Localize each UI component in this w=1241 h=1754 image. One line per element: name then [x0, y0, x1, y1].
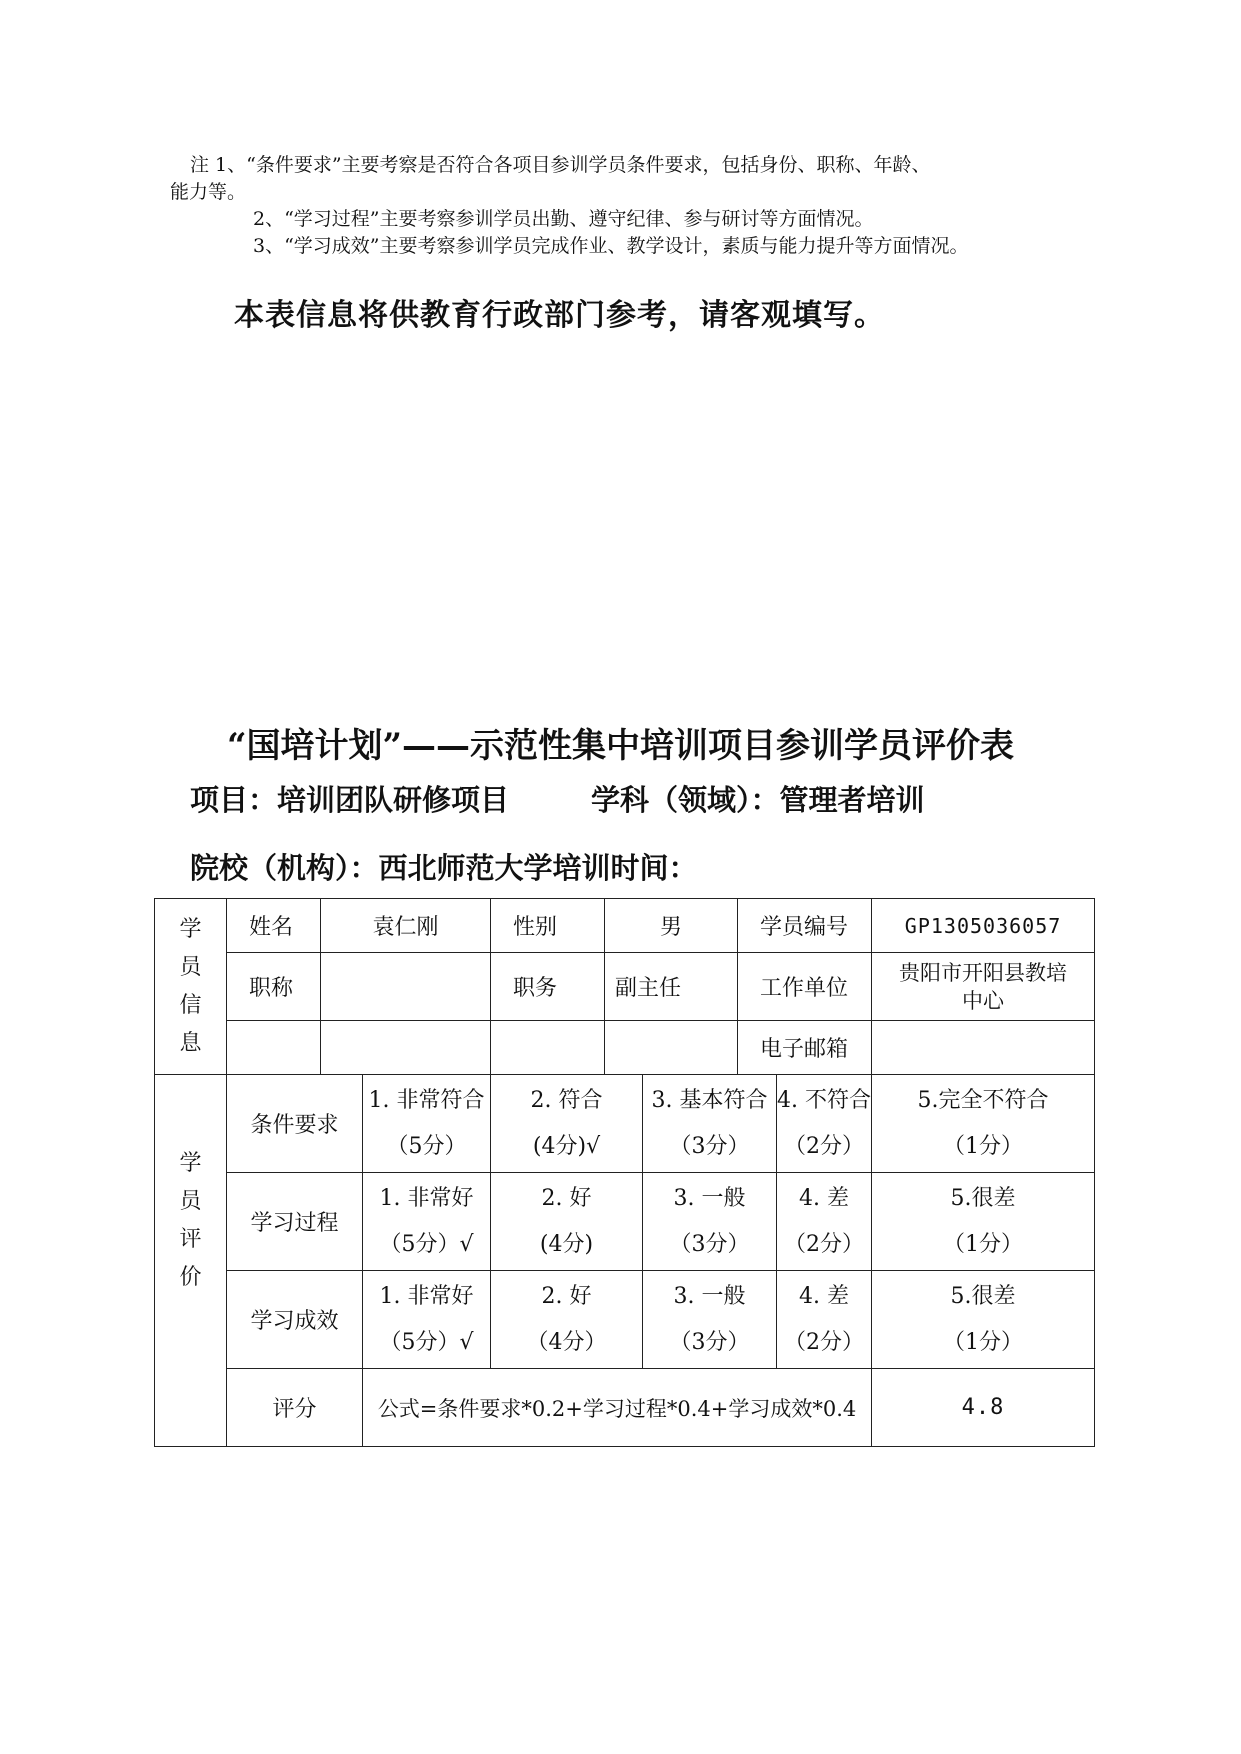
option-cell[interactable]: 4. 不符合 （2分）: [777, 1075, 872, 1173]
post-value[interactable]: 副主任: [605, 953, 738, 1021]
meta-line-1: [190, 778, 925, 819]
note-2: 2、“学习过程”主要考察参训学员出勤、遵守纪律、参与研讨等方面情况。: [253, 208, 874, 230]
subject-field: 学科（领域）：管理者培训: [591, 783, 925, 817]
option-cell[interactable]: 3. 一般 （3分）: [643, 1173, 777, 1271]
gender-label: 性别: [491, 899, 605, 953]
id-value[interactable]: GP1305036057: [872, 899, 1095, 953]
project-field: 项目：培训团队研修项目: [190, 783, 510, 817]
score-row: [155, 1369, 1095, 1447]
notice-text: 本表信息将供教育行政部门参考，请客观填写。: [234, 298, 885, 333]
school-field: 院校（机构）：西北师范大学培训时间：: [190, 851, 698, 885]
option-cell[interactable]: 4. 差 （2分）: [777, 1173, 872, 1271]
option-cell[interactable]: 2. 好 （4分）: [491, 1271, 643, 1369]
id-label: 学员编号: [738, 899, 872, 953]
email-value[interactable]: [872, 1021, 1095, 1075]
option-cell[interactable]: 3. 一般 （3分）: [643, 1271, 777, 1369]
option-cell[interactable]: 1. 非常符合 （5分）: [363, 1075, 491, 1173]
email-label: 电子邮箱: [738, 1021, 872, 1075]
title-value[interactable]: [321, 953, 491, 1021]
option-cell[interactable]: 5.完全不符合 （1分）: [872, 1075, 1095, 1173]
eval-row-outcome: [155, 1271, 1095, 1369]
title-label: 职称: [227, 953, 321, 1021]
info-row-1: [155, 899, 1095, 953]
eval-label: 条件要求: [227, 1075, 363, 1173]
eval-section-header: 学 员 评 价: [155, 1075, 227, 1447]
unit-value[interactable]: 贵阳市开阳县教培 中心: [872, 953, 1095, 1021]
eval-row-conditions: [155, 1075, 1095, 1173]
option-cell[interactable]: 4. 差 （2分）: [777, 1271, 872, 1369]
name-label: 姓名: [227, 899, 321, 953]
post-label: 职务: [491, 953, 605, 1021]
eval-label: 学习过程: [227, 1173, 363, 1271]
notes: [170, 152, 1070, 260]
unit-label: 工作单位: [738, 953, 872, 1021]
evaluation-table: [154, 898, 1095, 1447]
option-cell[interactable]: 2. 好 (4分): [491, 1173, 643, 1271]
blank-cell: [227, 1021, 321, 1075]
blank-cell: [605, 1021, 738, 1075]
info-row-3: [155, 1021, 1095, 1075]
gender-value[interactable]: 男: [605, 899, 738, 953]
info-row-2: [155, 953, 1095, 1021]
formula-text: 公式=条件要求*0.2+学习过程*0.4+学习成效*0.4: [363, 1369, 872, 1447]
option-cell[interactable]: 3. 基本符合 （3分）: [643, 1075, 777, 1173]
option-cell[interactable]: 2. 符合 (4分)√: [491, 1075, 643, 1173]
info-section-header: 学 员 信 息: [155, 899, 227, 1075]
name-value[interactable]: 袁仁刚: [321, 899, 491, 953]
score-value[interactable]: 4.8: [872, 1369, 1095, 1447]
option-cell[interactable]: 5.很差 （1分）: [872, 1271, 1095, 1369]
form-title: “国培计划”——示范性集中培训项目参训学员评价表: [226, 726, 1015, 766]
option-cell[interactable]: 1. 非常好 （5分）√: [363, 1173, 491, 1271]
eval-label: 学习成效: [227, 1271, 363, 1369]
note-1: 注 1、“条件要求”主要考察是否符合各项目参训学员条件要求，包括身份、职称、年龄、: [190, 154, 931, 176]
option-cell[interactable]: 1. 非常好 （5分）√: [363, 1271, 491, 1369]
blank-cell: [491, 1021, 605, 1075]
eval-row-process: [155, 1173, 1095, 1271]
option-cell[interactable]: 5.很差 （1分）: [872, 1173, 1095, 1271]
note-1-continued: 能力等。: [170, 181, 247, 203]
note-3: 3、“学习成效”主要考察参训学员完成作业、教学设计，素质与能力提升等方面情况。: [253, 235, 969, 257]
score-label: 评分: [227, 1369, 363, 1447]
blank-cell: [321, 1021, 491, 1075]
